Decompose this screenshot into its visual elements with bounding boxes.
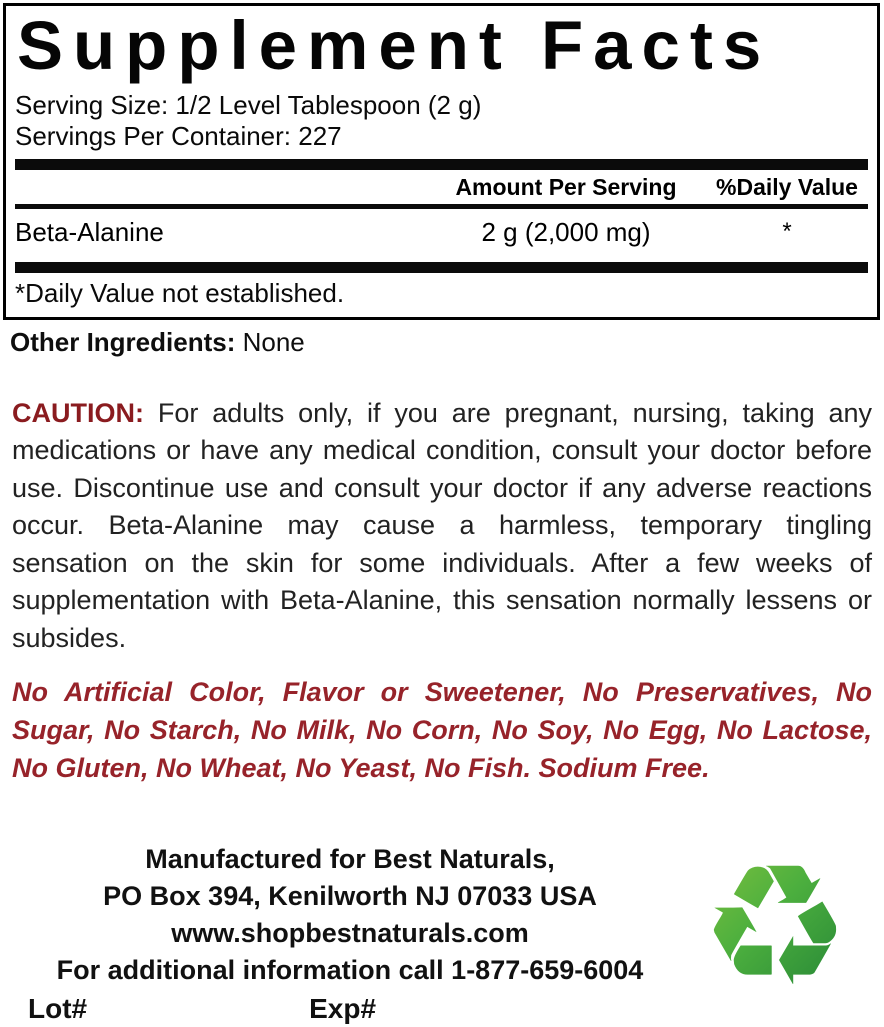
serving-size: Serving Size: 1/2 Level Tablespoon (2 g) [15, 89, 482, 120]
phone-line: For additional information call 1-877-659-6004 [56, 955, 644, 985]
manufacturer-block [0, 841, 700, 1027]
supplement-label [0, 3, 884, 1024]
address-line: PO Box 394, Kenilworth NJ 07033 USA [103, 881, 597, 911]
daily-value-footnote: *Daily Value not established. [15, 277, 345, 308]
ingredient-name: Beta-Alanine [15, 216, 164, 247]
other-ingredients-line [10, 327, 884, 358]
lot-label: Lot# [28, 993, 88, 1024]
recycle-icon: ♻ [680, 843, 870, 1008]
caution-text: For adults only, if you are pregnant, nursing, taking any medications or have any medical condition, consult your doctor before use. Discontinue use and consult your doctor if any adverse reactions occur. Beta-Alanine may cause a harmless, temporary tingling sensation on the skin for some individuals. After a few weeks of supplementation with Beta-Alanine, this sensation normally lessens or subsides. [12, 397, 872, 653]
caution-paragraph [12, 395, 872, 658]
rule-thick-bottom [15, 262, 868, 273]
ingredient-daily-value: * [782, 218, 792, 246]
manufactured-for-line: Manufactured for Best Naturals, [145, 844, 555, 874]
ingredient-amount: 2 g (2,000 mg) [481, 216, 651, 247]
header-daily-value: %Daily Value [716, 173, 858, 200]
exp-label: Exp# [309, 993, 377, 1024]
supplement-facts-panel [3, 3, 880, 320]
other-ingredients-value: None [242, 326, 305, 357]
free-of-claims: No Artificial Color, Flavor or Sweetener, No Preservatives, No Sugar, No Starch, No Milk, No Corn, No Soy, No Egg, No Lactose, No Gluten, No Wheat, No Yeast, No Fish. Sodium Free. [12, 677, 872, 784]
lot-exp-row [0, 990, 700, 1027]
servings-per-container: Servings Per Container: 227 [15, 120, 342, 151]
panel-title: Supplement Facts [17, 7, 772, 84]
caution-label: CAUTION: [12, 397, 144, 428]
ingredient-row [15, 209, 868, 255]
header-amount-per-serving: Amount Per Serving [455, 173, 677, 200]
rule-thick-top [15, 159, 868, 170]
other-ingredients-label: Other Ingredients: [10, 326, 236, 357]
footer [0, 827, 884, 1027]
website-line: www.shopbestnaturals.com [171, 918, 529, 948]
panel-header-row [15, 170, 868, 204]
